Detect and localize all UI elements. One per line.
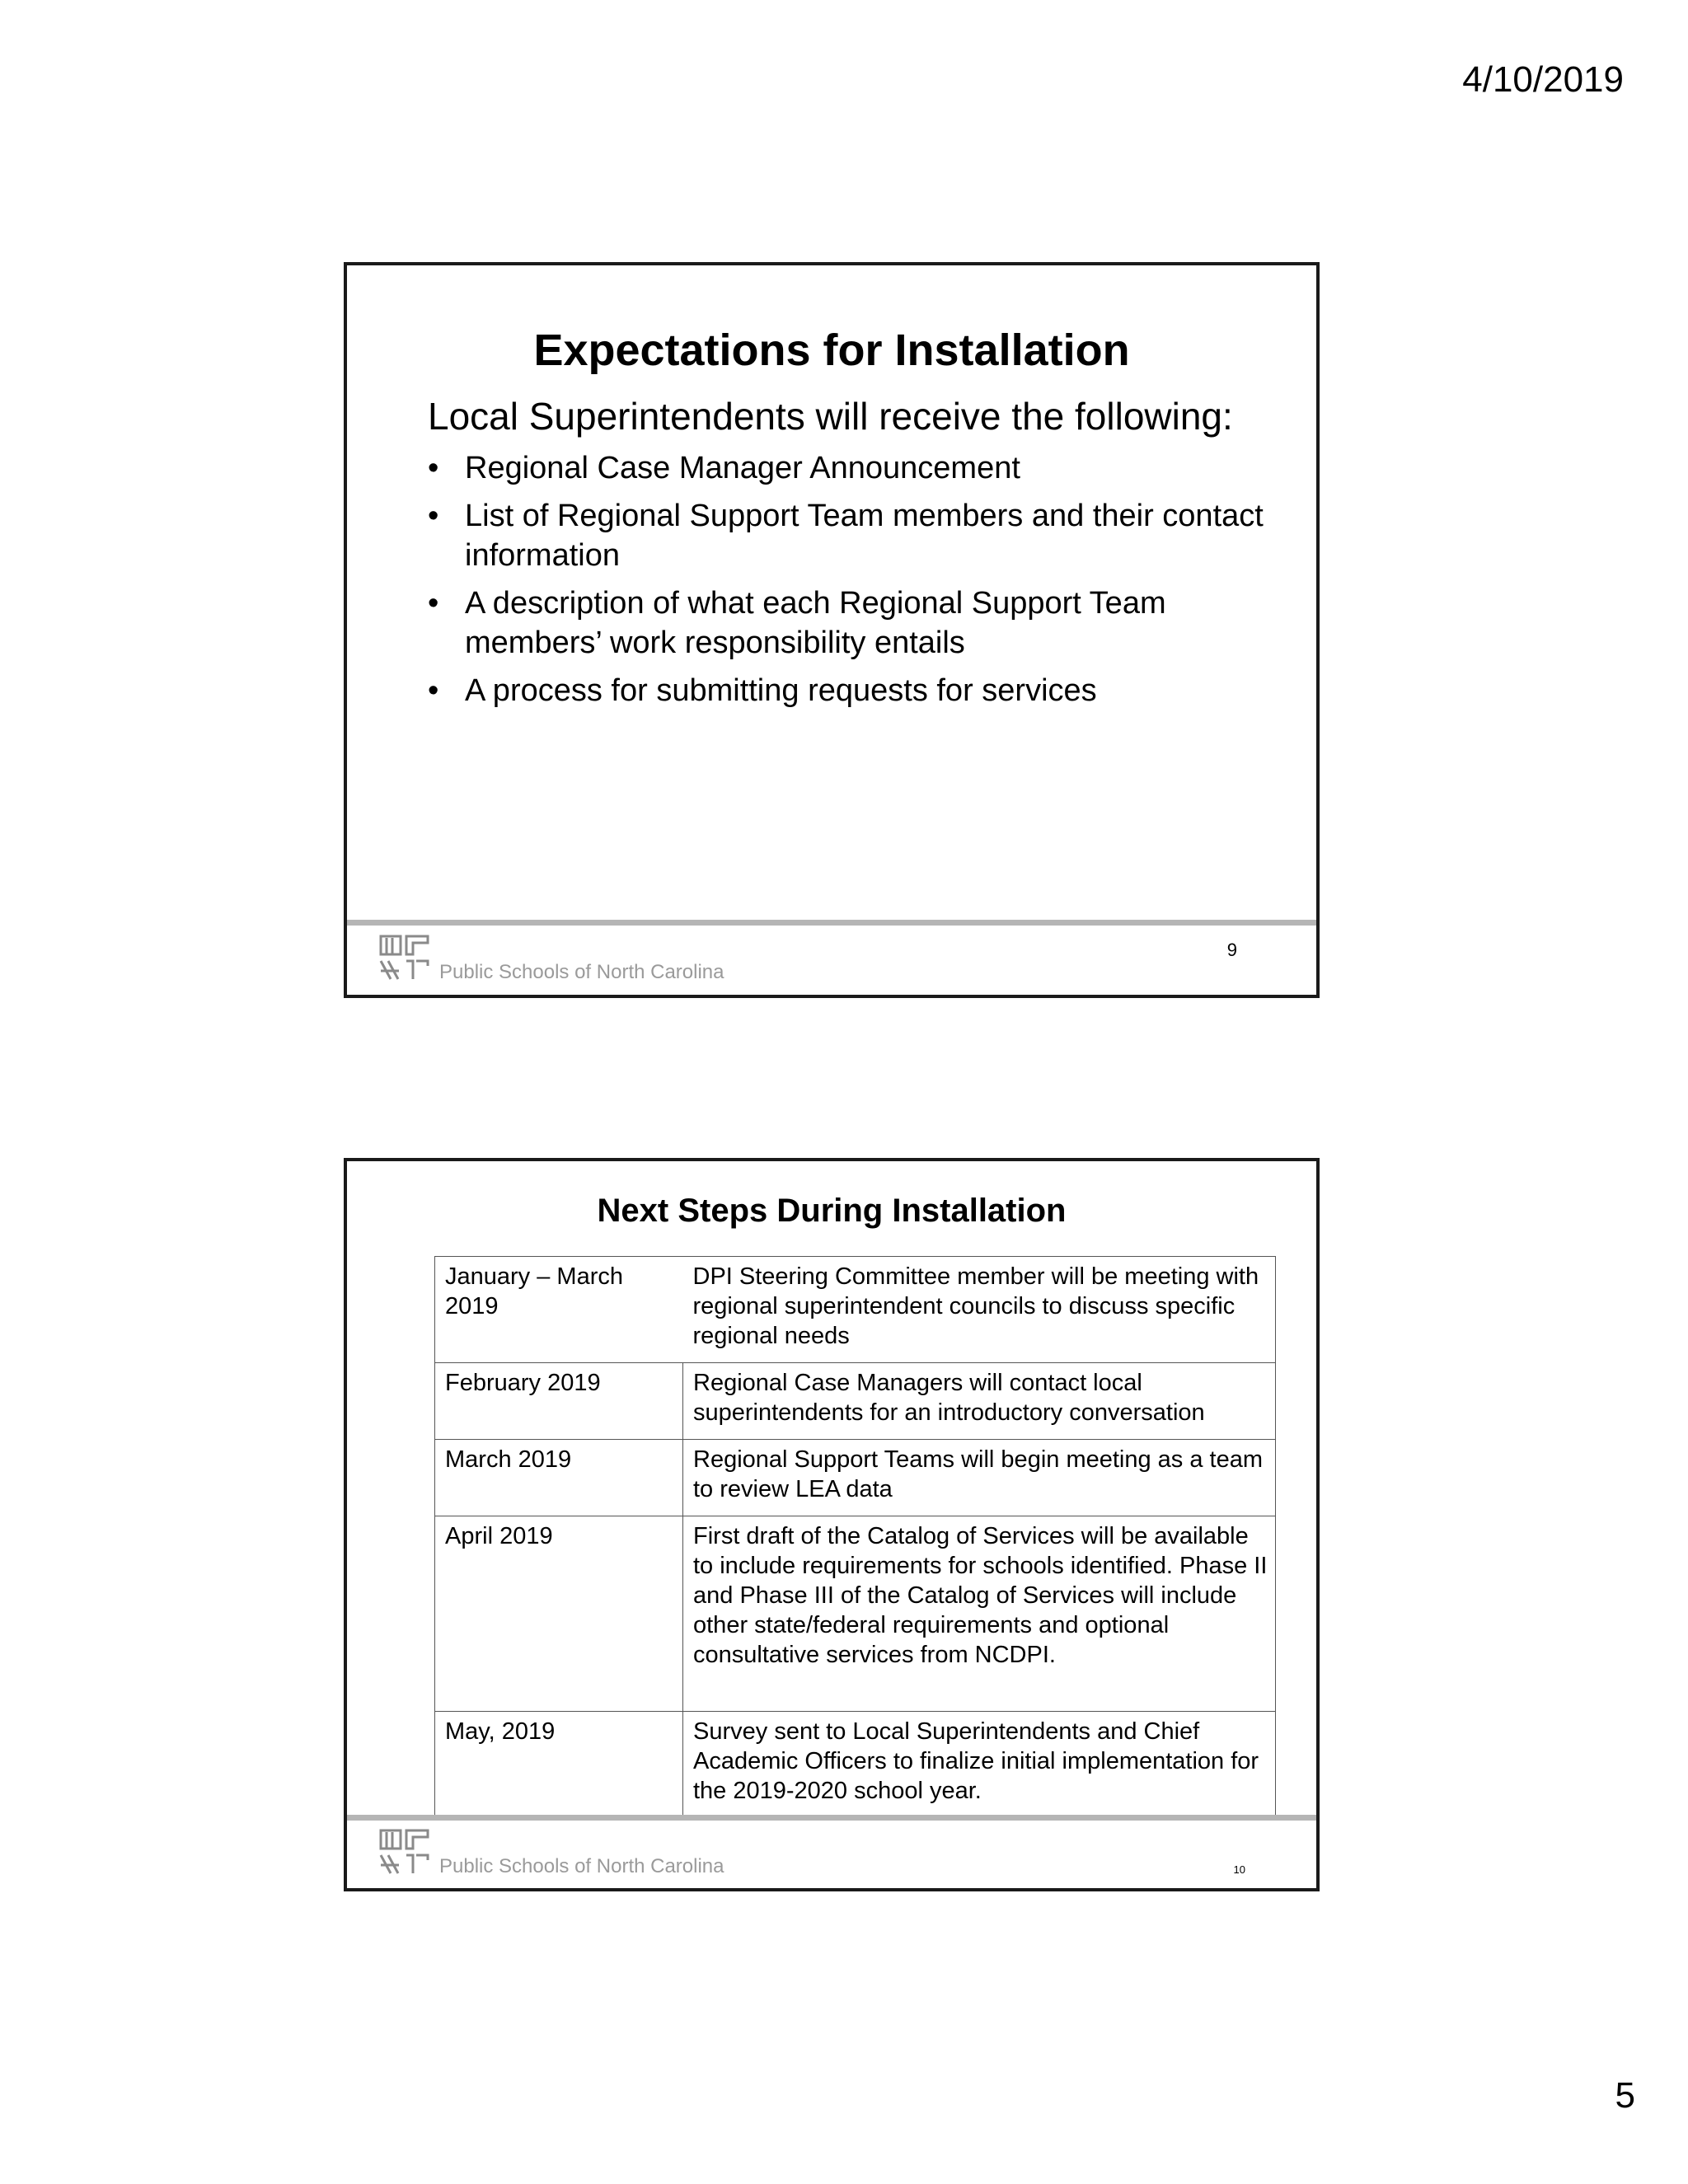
page-number: 5	[1615, 2075, 1635, 2116]
period-cell: May, 2019	[435, 1712, 683, 1818]
page-date: 4/10/2019	[1462, 59, 1624, 100]
slide-title: Next Steps During Installation	[597, 1193, 1067, 1229]
table-row	[435, 1516, 1276, 1712]
slide-footer	[378, 933, 724, 982]
bullet-item: • A description of what each Regional Support Team members’ work responsibility entails	[428, 586, 1166, 660]
table-row	[435, 1712, 1276, 1818]
bullet-item: • Regional Case Manager Announcement	[428, 451, 1020, 485]
description-cell: DPI Steering Committee member will be meeting with regional superintendent councils to discuss specific regional needs	[683, 1257, 1276, 1363]
description-cell: First draft of the Catalog of Services will be available to include requirements for schools identified. Phase II and Phase III of the Catalog of Services will include other state/federal requirements and optional consultative services from NCDPI.	[683, 1516, 1276, 1712]
slide-title: Expectations for Installation	[533, 326, 1130, 375]
table-row	[435, 1257, 1276, 1363]
footer-org-name: Public Schools of North Carolina	[439, 961, 724, 983]
bullet-item: • A process for submitting requests for services	[428, 673, 1097, 708]
ncdpi-logo-icon	[378, 933, 433, 982]
period-cell: March 2019	[435, 1440, 683, 1516]
period-cell: January – March 2019	[435, 1257, 683, 1363]
period-cell: February 2019	[435, 1363, 683, 1440]
description-cell: Regional Case Managers will contact local superintendents for an introductory conversation	[683, 1363, 1276, 1440]
steps-table	[434, 1256, 1276, 1818]
bullet-item: • List of Regional Support Team members and their contact information	[428, 499, 1264, 573]
table-row	[435, 1363, 1276, 1440]
footer-divider	[347, 1815, 1316, 1821]
slide-number: 10	[1233, 1863, 1245, 1876]
description-cell: Regional Support Teams will begin meeting as a team to review LEA data	[683, 1440, 1276, 1516]
table-row	[435, 1440, 1276, 1516]
slide-9	[344, 262, 1320, 998]
ncdpi-logo-icon	[378, 1827, 433, 1877]
period-cell: April 2019	[435, 1516, 683, 1712]
footer-org-name: Public Schools of North Carolina	[439, 1855, 724, 1877]
slide-number: 9	[1226, 940, 1237, 960]
slide-intro: Local Superintendents will receive the following:	[428, 395, 1233, 438]
slide-footer	[378, 1827, 724, 1877]
bullet-list	[347, 448, 1316, 710]
description-cell: Survey sent to Local Superintendents and Chief Academic Officers to finalize initial implementation for the 2019-2020 school year.	[683, 1712, 1276, 1818]
footer-divider	[347, 920, 1316, 926]
slide-10	[344, 1158, 1320, 1891]
